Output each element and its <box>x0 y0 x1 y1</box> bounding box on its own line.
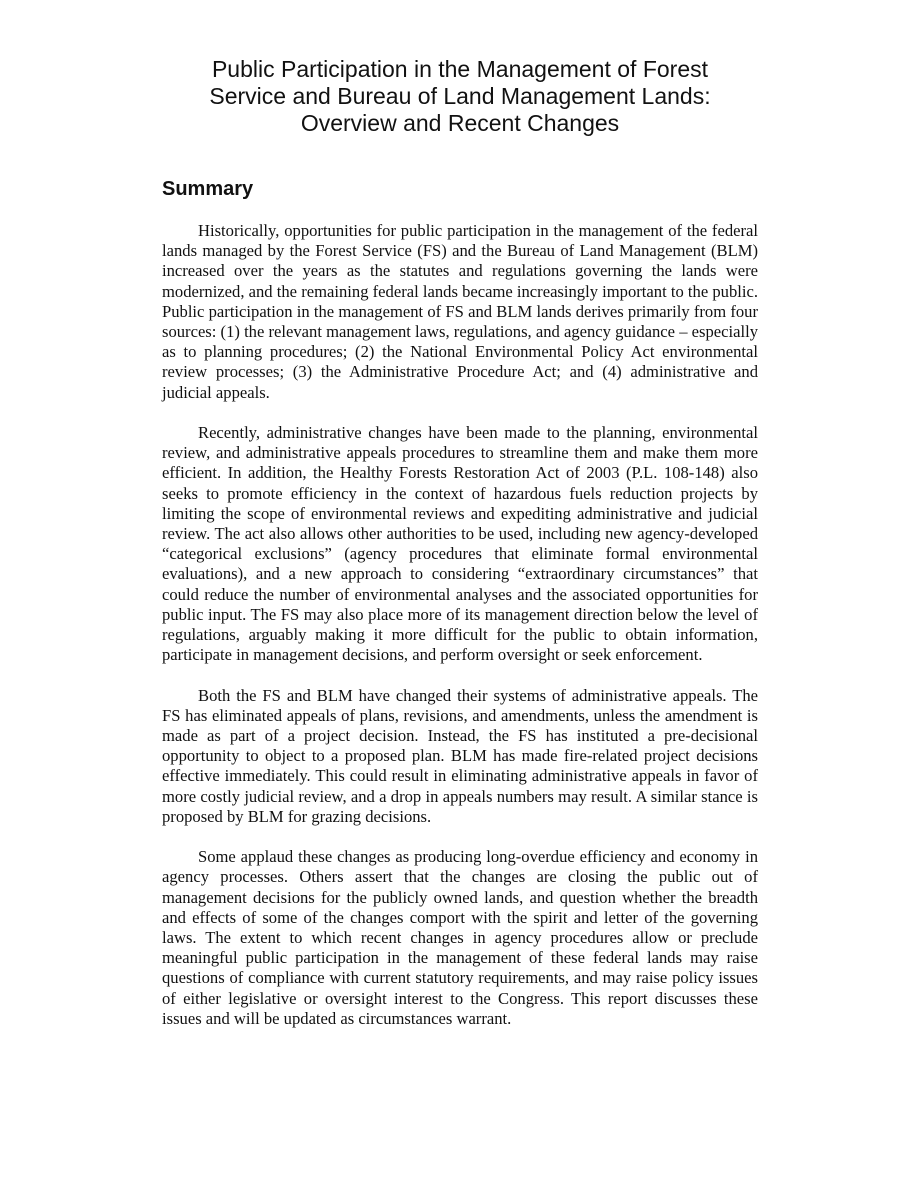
document-page <box>162 56 758 1029</box>
title-line-3: Overview and Recent Changes <box>300 110 620 136</box>
title-line-2: Service and Bureau of Land Management Lands: <box>209 83 711 109</box>
title-line-1: Public Participation in the Management of Forest <box>211 56 709 82</box>
summary-paragraph-2: Recently, administrative changes have been made to the planning, environmental review, and administrative appeals procedures to streamline them and make them more efficient. In addition, the Healthy Forests Restoration Act of 2003 (P.L. 108-148) also seeks to promote efficiency in the context of hazardous fuels reduction projects by limiting the scope of environmental reviews and expediting administrative and judicial review. The act also allows other authorities to be used, including new agency-developed “categorical exclusions” (agency procedures that eliminate formal environmental evaluations), and a new approach to considering “extraordinary circumstances” that could reduce the number of environmental analyses and the associated opportunities for public input. The FS may also place more of its management direction below the level of regulations, arguably making it more difficult for the public to obtain information, participate in management decisions, and perform oversight or seek enforcement. <box>162 423 758 665</box>
document-title <box>162 56 758 137</box>
summary-paragraph-4: Some applaud these changes as producing long-overdue efficiency and economy in agency processes. Others assert that the changes are closing the public out of management decisions for the publicly owned lands, and question whether the breadth and effects of some of the changes comport with the spirit and letter of the governing laws. The extent to which recent changes in agency procedures allow or preclude meaningful public participation in the management of these federal lands may raise questions of compliance with current statutory requirements, and may raise policy issues of either legislative or oversight interest to the Congress. This report discusses these issues and will be updated as circumstances warrant. <box>162 847 758 1028</box>
summary-heading: Summary <box>162 178 254 200</box>
summary-paragraph-3: Both the FS and BLM have changed their systems of administrative appeals. The FS has eliminated appeals of plans, revisions, and amendments, unless the amendment is made as part of a project decision. Instead, the FS has instituted a pre-decisional opportunity to object to a proposed plan. BLM has made fire-related project decisions effective immediately. This could result in eliminating administrative appeals in favor of more costly judicial review, and a drop in appeals numbers may result. A similar stance is proposed by BLM for grazing decisions. <box>162 685 758 826</box>
summary-paragraph-1: Historically, opportunities for public participation in the management of the federal lands managed by the Forest Service (FS) and the Bureau of Land Management (BLM) increased over the years as the statutes and regulations governing the lands were modernized, and the remaining federal lands became increasingly important to the public. Public participation in the management of FS and BLM lands derives primarily from four sources: (1) the relevant management laws, regulations, and agency guidance – especially as to planning procedures; (2) the National Environmental Policy Act environmental review processes; (3) the Administrative Procedure Act; and (4) administrative and judicial appeals. <box>162 221 758 402</box>
